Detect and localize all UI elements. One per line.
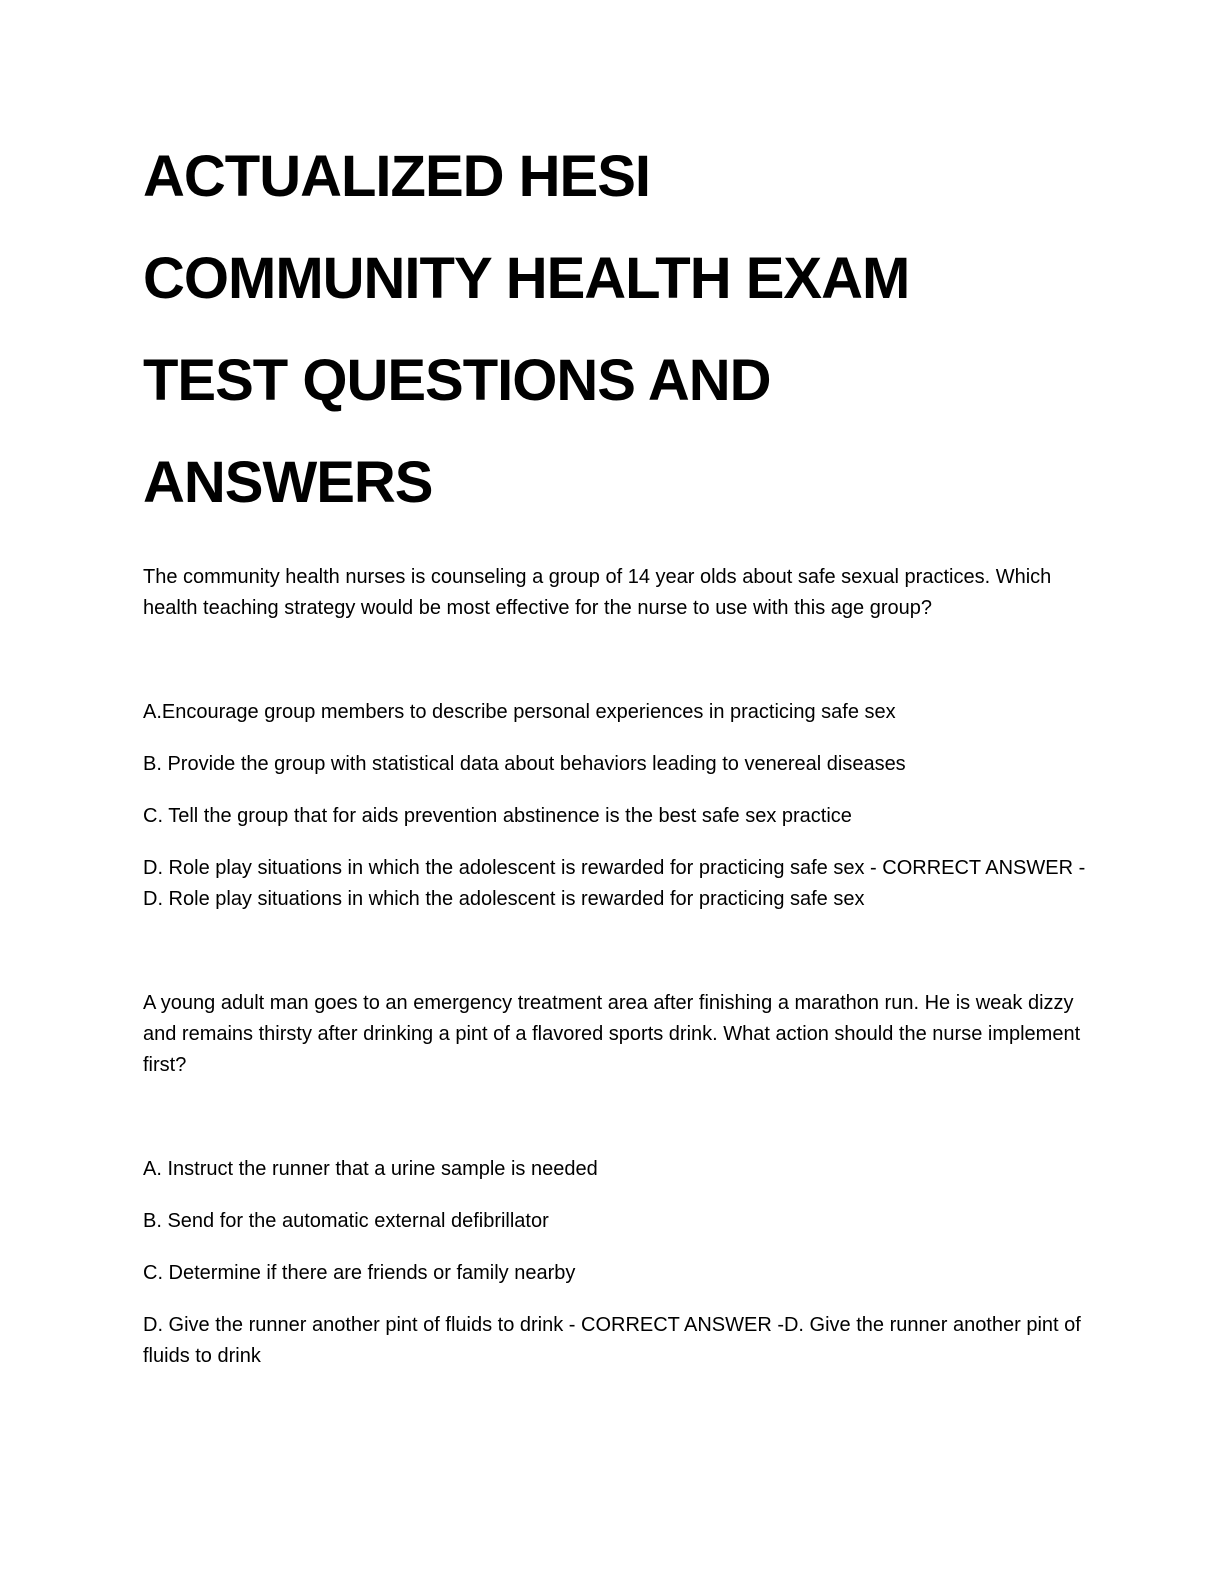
question-1-option-c: C. Tell the group that for aids prevention abstinence is the best safe sex practice (143, 805, 852, 827)
title-line-3: TEST QUESTIONS AND (143, 348, 771, 413)
title-line-4: ANSWERS (143, 450, 433, 515)
blank-line (143, 645, 1087, 697)
question-1-option-b: B. Provide the group with statistical data about behaviors leading to venereal diseases (143, 753, 906, 775)
question-block-2 (143, 988, 1087, 1372)
question-2-option-a: A. Instruct the runner that a urine sample is needed (143, 1158, 598, 1180)
question-1-option-a: A.Encourage group members to describe personal experiences in practicing safe sex (143, 701, 896, 723)
question-1-text: The community health nurses is counseling a group of 14 year olds about safe sexual practices. Which health teaching strategy would be most effective for the nurse to use with this age group? (143, 566, 1052, 619)
title-line-2: COMMUNITY HEALTH EXAM (143, 246, 910, 311)
blank-line (143, 1102, 1087, 1154)
question-2-option-c: C. Determine if there are friends or family nearby (143, 1262, 576, 1284)
question-2-option-d: D. Give the runner another pint of fluids to drink - CORRECT ANSWER -D. Give the runner another pint of fluids to drink (143, 1314, 1081, 1367)
question-1-option-d: D. Role play situations in which the adolescent is rewarded for practicing safe sex - CORRECT ANSWER - D. Role play situations in which the adolescent is rewarded for practicing safe sex (143, 857, 1086, 910)
document-title (143, 126, 1087, 534)
blank-line (143, 936, 1087, 988)
title-line-1: ACTUALIZED HESI (143, 144, 650, 209)
question-2-option-b: B. Send for the automatic external defibrillator (143, 1210, 549, 1232)
question-block-1 (143, 562, 1087, 915)
document-content (143, 0, 1087, 1393)
question-2-text: A young adult man goes to an emergency treatment area after finishing a marathon run. He is weak dizzy and remains thirsty after drinking a pint of a flavored sports drink. What action should the nurse implement first? (143, 992, 1081, 1076)
